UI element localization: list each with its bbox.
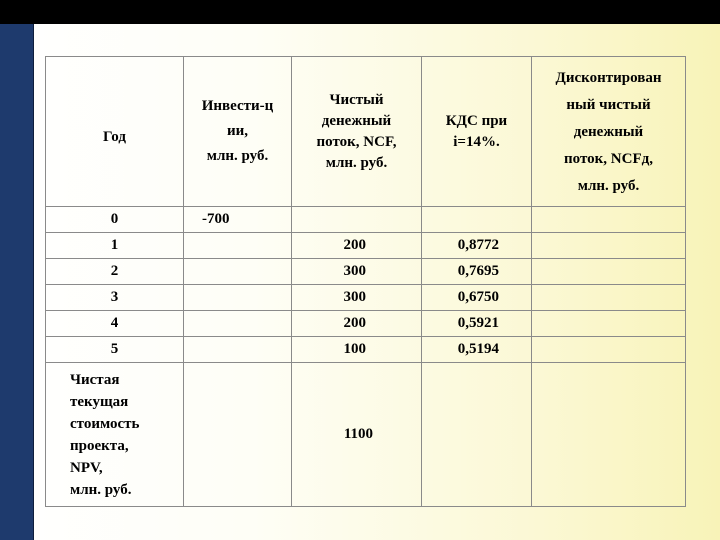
table-row: [46, 311, 686, 337]
footer-label-line: млн. руб.: [70, 481, 132, 498]
cell-kds: 0,6750: [422, 285, 532, 311]
cell-ncf: [292, 207, 422, 233]
left-accent-band: [0, 24, 33, 540]
footer-npv-label: [46, 363, 184, 507]
cell-investment: [184, 311, 292, 337]
cell-year: 3: [46, 285, 184, 311]
cell-discounted: [532, 207, 686, 233]
footer-label-line: Чистая: [70, 371, 120, 388]
cell-investment: [184, 337, 292, 363]
header-discounted-line: млн. руб.: [577, 178, 640, 194]
cell-ncf: 100: [292, 337, 422, 363]
header-kds-line: i=14%.: [453, 133, 500, 150]
cell-discounted: [532, 233, 686, 259]
cell-discounted: [532, 311, 686, 337]
cell-discounted: [532, 285, 686, 311]
top-bar: [0, 0, 720, 24]
table-row: [46, 259, 686, 285]
cell-investment: -700: [184, 207, 292, 233]
header-kds-line: КДС при: [445, 112, 508, 129]
header-investment: [184, 57, 292, 207]
header-row: [46, 57, 686, 207]
cell-year: 4: [46, 311, 184, 337]
cell-year: 1: [46, 233, 184, 259]
cell-investment: [184, 259, 292, 285]
cell-ncf: 200: [292, 311, 422, 337]
header-ncf-line: денежный: [321, 112, 392, 129]
header-discounted-line: ный чистый: [566, 97, 651, 113]
table-row: [46, 233, 686, 259]
header-investment-line: ии,: [226, 123, 249, 139]
footer-kds: [422, 363, 532, 507]
header-discounted-line: поток, NCFд,: [564, 151, 653, 167]
cell-discounted: [532, 259, 686, 285]
footer-label-line: текущая: [70, 393, 129, 410]
footer-ncf-total: 1100: [292, 363, 422, 507]
table-row: [46, 285, 686, 311]
footer-label-line: NPV,: [70, 459, 103, 476]
header-discounted-line: Дисконтирован: [555, 70, 662, 86]
cell-investment: [184, 285, 292, 311]
header-discounted: [532, 57, 686, 207]
footer-row: [46, 363, 686, 507]
cell-kds: [422, 207, 532, 233]
header-ncf-line: млн. руб.: [325, 154, 388, 171]
npv-table: [45, 56, 686, 507]
cell-year: 5: [46, 337, 184, 363]
footer-label-line: стоимость: [70, 415, 140, 432]
cell-kds: 0,5194: [422, 337, 532, 363]
cell-investment: [184, 233, 292, 259]
header-investment-line: млн. руб.: [206, 148, 269, 164]
cell-year: 0: [46, 207, 184, 233]
header-kds: [422, 57, 532, 207]
cell-ncf: 300: [292, 285, 422, 311]
header-discounted-line: денежный: [573, 124, 644, 140]
footer-investment: [184, 363, 292, 507]
cell-discounted: [532, 337, 686, 363]
cell-ncf: 200: [292, 233, 422, 259]
cell-ncf: 300: [292, 259, 422, 285]
table-row: [46, 207, 686, 233]
footer-label-line: проекта,: [70, 437, 129, 454]
table-row: [46, 337, 686, 363]
header-investment-line: Инвести-ц: [201, 98, 274, 114]
footer-discounted: [532, 363, 686, 507]
header-ncf: [292, 57, 422, 207]
header-ncf-line: поток, NCF,: [316, 133, 397, 150]
header-year: [46, 57, 184, 207]
cell-year: 2: [46, 259, 184, 285]
header-year-text: Год: [103, 129, 126, 145]
left-accent-line: [33, 24, 34, 540]
cell-kds: 0,7695: [422, 259, 532, 285]
cell-kds: 0,5921: [422, 311, 532, 337]
header-ncf-line: Чистый: [329, 91, 384, 108]
cell-kds: 0,8772: [422, 233, 532, 259]
